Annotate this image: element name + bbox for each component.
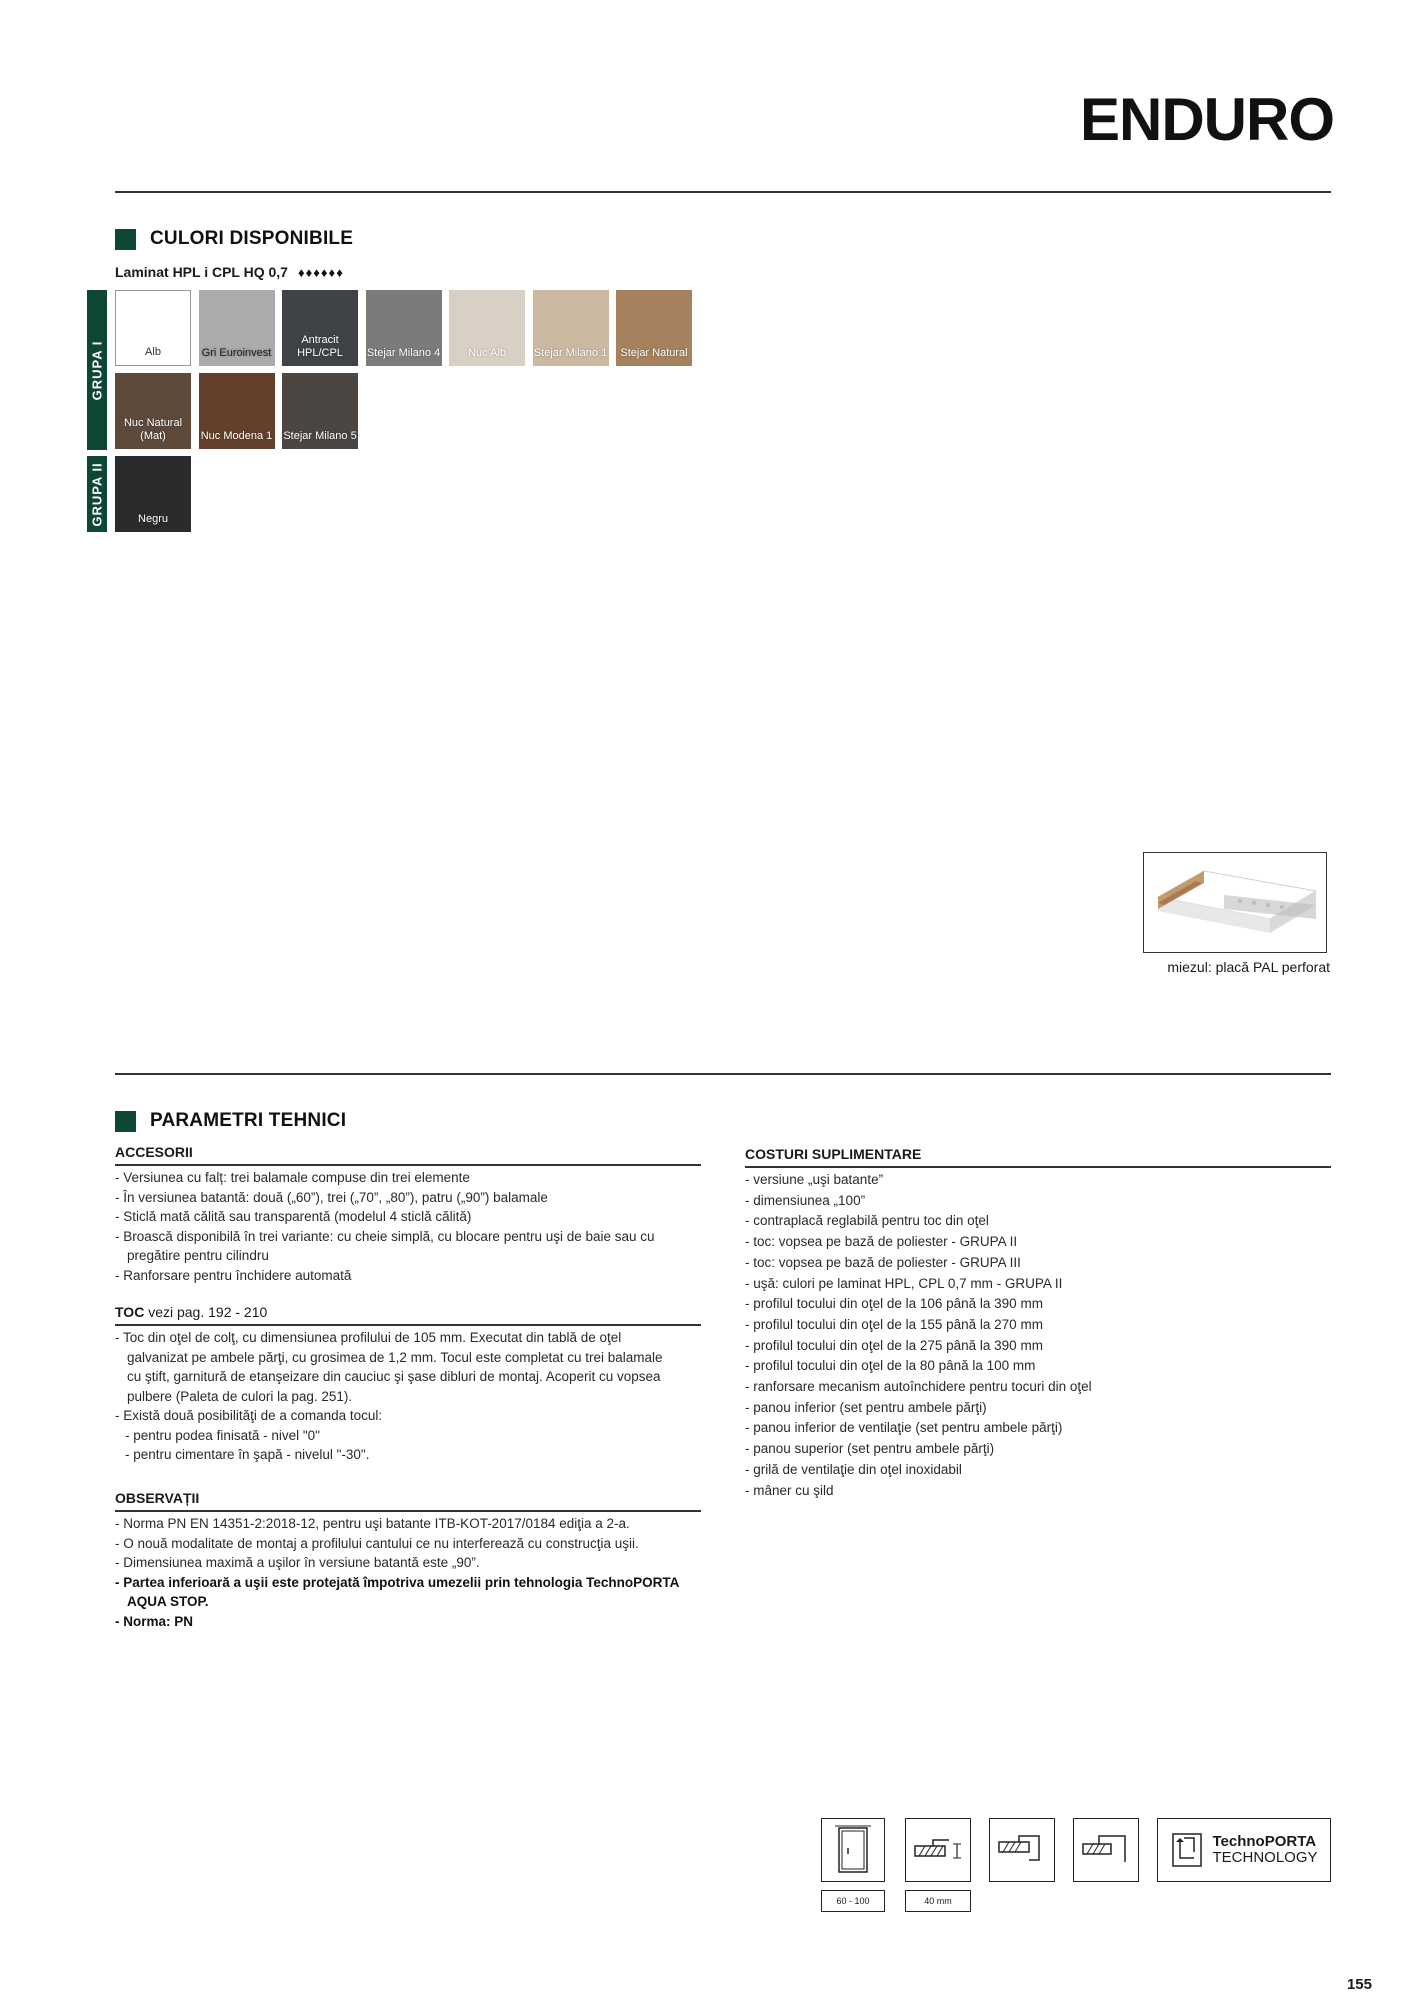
list-item: - profilul tocului din oţel de la 106 până la 390 mm — [745, 1294, 1331, 1315]
list-item: - panou inferior (set pentru ambele părţi) — [745, 1398, 1331, 1419]
core-illustration — [1143, 852, 1327, 953]
page-title: ENDURO — [1079, 86, 1334, 153]
list-item: - dimensiunea „100” — [745, 1191, 1331, 1212]
params-heading: PARAMETRI TEHNICI — [115, 1110, 346, 1132]
door-width-icon — [821, 1818, 885, 1882]
laminat-label: Laminat HPL i CPL HQ 0,7 ♦ ♦ ♦ ♦ ♦ ♦ — [115, 264, 343, 280]
list-item: - În versiunea batantă: două („60”), trei („70”, „80”), patru („90”) balamale — [115, 1188, 705, 1208]
observatii-list — [115, 1514, 705, 1631]
section-marker-icon — [115, 229, 136, 250]
list-item: - Dimensiunea maximă a uşilor în versiune batantă este „90”. — [115, 1553, 705, 1573]
page-number: 155 — [1346, 1976, 1372, 1993]
list-item: - toc: vopsea pe bază de poliester - GRUPA III — [745, 1253, 1331, 1274]
list-subitem: - pentru cimentare în şapă - nivelul "-30". — [125, 1447, 370, 1462]
list-item: - Sticlă mată călită sau transparentă (modelul 4 sticlă călită) — [115, 1207, 705, 1227]
group2-bar: GRUPA II — [87, 456, 107, 532]
list-item: - Broască disponibilă în trei variante: cu cheie simplă, cu blocare pentru uşi de baie sau cu pregătire pentru cilindru — [115, 1227, 705, 1266]
toc-title: TOC vezi pag. 192 - 210 — [115, 1304, 268, 1320]
group1-bar: GRUPA I — [87, 290, 107, 450]
color-swatch: Stejar Milano 1 — [533, 290, 609, 366]
list-item: - profilul tocului din oţel de la 155 până la 270 mm — [745, 1315, 1331, 1336]
toc-list — [115, 1328, 675, 1465]
observatii-rule — [115, 1510, 701, 1512]
color-swatch: Negru — [115, 456, 191, 532]
list-item: - Există două posibilităţi de a comanda tocul: — [115, 1406, 675, 1426]
color-swatch: Stejar Milano 5 — [282, 373, 358, 449]
color-swatch: Antracit HPL/CPL — [282, 290, 358, 366]
accesorii-rule — [115, 1164, 701, 1166]
list-item: - Norma PN EN 14351-2:2018-12, pentru uşi batante ITB-KOT-2017/0184 ediţia a 2-a. — [115, 1514, 705, 1534]
door-thickness-icon — [905, 1818, 971, 1882]
frame-profile-icon — [1073, 1818, 1139, 1882]
costuri-rule — [745, 1166, 1331, 1168]
technoporta-logo-icon — [1170, 1830, 1204, 1870]
list-item: - mâner cu şild — [745, 1481, 1331, 1502]
list-item: - grilă de ventilaţie din oţel inoxidabil — [745, 1460, 1331, 1481]
rebated-profile-icon — [989, 1818, 1055, 1882]
list-item: - uşă: culori pe laminat HPL, CPL 0,7 mm - GRUPA II — [745, 1274, 1331, 1295]
diamond-icon: ♦ — [320, 264, 328, 280]
list-item: - Toc din oţel de colţ, cu dimensiunea profilului de 105 mm. Executat din tablă de oţel galvanizat pe ambele părţi, cu grosimea de 1,2 mm. Tocul este completat cu trei balamale cu ştift, garnitură de etanşeizare din cauciuc şi şase dibluri de montaj. Acoperit cu vopsea pulbere (Paleta de culori la pag. 251). — [115, 1328, 675, 1406]
color-swatch: Nuc Natural (Mat) — [115, 373, 191, 449]
list-item: - panou inferior de ventilaţie (set pentru ambele părţi) — [745, 1418, 1331, 1439]
door-width-label: 60 - 100 — [821, 1890, 885, 1912]
accesorii-list — [115, 1168, 705, 1285]
list-item: - profilul tocului din oţel de la 80 până la 100 mm — [745, 1356, 1331, 1377]
colors-heading: CULORI DISPONIBILE — [115, 228, 353, 250]
section-marker-icon — [115, 1111, 136, 1132]
color-swatch: Stejar Milano 4 — [366, 290, 442, 366]
list-item: - contraplacă reglabilă pentru toc din oţel — [745, 1211, 1331, 1232]
core-caption: miezul: placă PAL perforat — [1167, 959, 1330, 975]
diamond-icon: ♦ — [305, 264, 313, 280]
list-item: - Partea inferioară a uşii este protejată împotriva umezelii prin tehnologia TechnoPORTA AQUA STOP. — [115, 1573, 705, 1612]
list-item: - O nouă modalitate de montaj a profilului cantului ce nu interferează cu construcţia uşii. — [115, 1534, 705, 1554]
core-panel-icon — [1144, 853, 1325, 951]
diamond-icon: ♦ — [313, 264, 320, 280]
list-item: - ranforsare mecanism autoînchidere pentru tocuri din oţel — [745, 1377, 1331, 1398]
list-item: - Norma: PN — [115, 1612, 705, 1632]
color-swatch: Nuc Modena 1 — [199, 373, 275, 449]
list-item: - panou superior (set pentru ambele părţi) — [745, 1439, 1331, 1460]
color-swatch: Alb — [115, 290, 191, 366]
rating-diamonds — [298, 266, 343, 279]
list-item: - toc: vopsea pe bază de poliester - GRUPA II — [745, 1232, 1331, 1253]
diamond-icon: ♦ — [328, 264, 336, 280]
door-thickness-label: 40 mm — [905, 1890, 971, 1912]
accesorii-title: ACCESORII — [115, 1144, 193, 1160]
observatii-title: OBSERVAȚII — [115, 1490, 200, 1506]
list-item: - Versiunea cu falț: trei balamale compuse din trei elemente — [115, 1168, 705, 1188]
color-swatch: Stejar Natural — [616, 290, 692, 366]
costuri-list — [745, 1170, 1331, 1501]
toc-rule — [115, 1324, 701, 1326]
color-swatch: Gri Euroinvest — [199, 290, 275, 366]
color-swatch: Nuc Alb — [449, 290, 525, 366]
diamond-icon: ♦ — [297, 264, 305, 280]
technoporta-badge: TechnoPORTA TECHNOLOGY — [1157, 1818, 1331, 1882]
top-divider — [115, 191, 1331, 193]
costuri-title: COSTURI SUPLIMENTARE — [745, 1146, 922, 1162]
list-item: - versiune „uşi batante” — [745, 1170, 1331, 1191]
diamond-icon: ♦ — [336, 264, 343, 280]
list-item: - Ranforsare pentru închidere automată — [115, 1266, 705, 1286]
middle-divider — [115, 1073, 1331, 1075]
list-subitem: - pentru podea finisată - nivel "0" — [125, 1427, 320, 1443]
list-item: - profilul tocului din oţel de la 275 până la 390 mm — [745, 1336, 1331, 1357]
